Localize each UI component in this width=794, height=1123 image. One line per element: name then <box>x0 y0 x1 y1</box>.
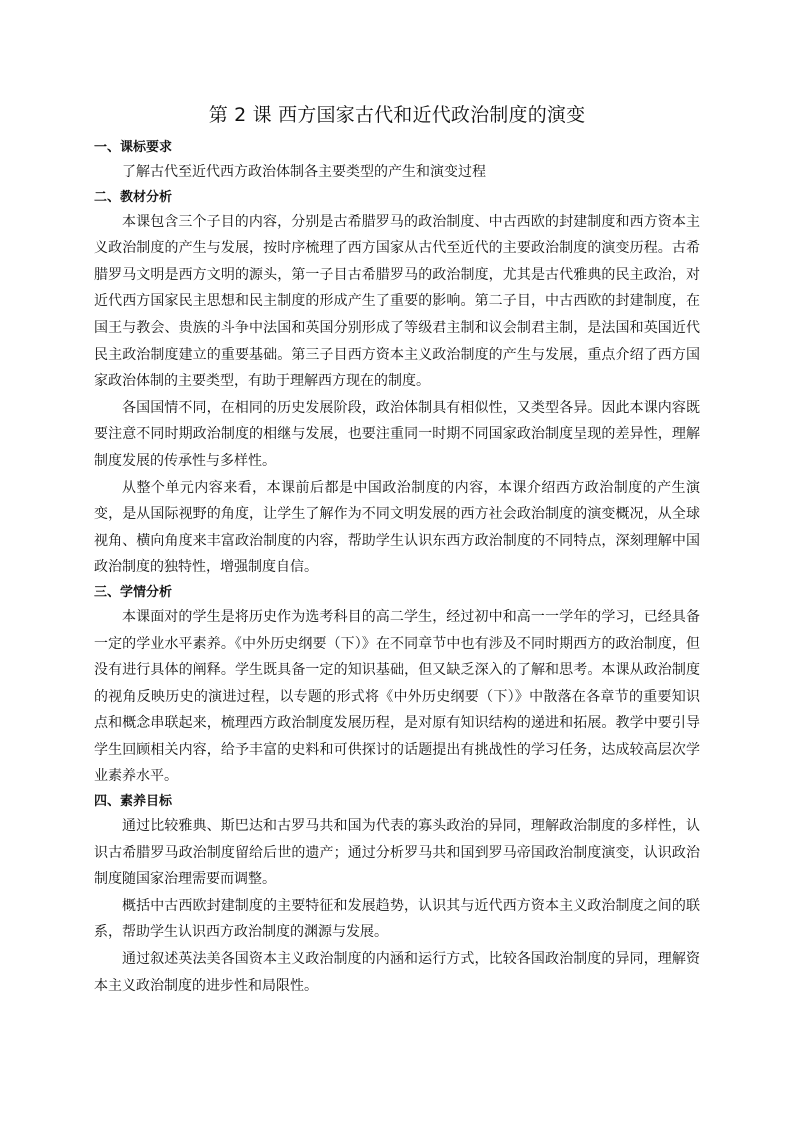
paragraph: 了解古代至近代西方政治体制各主要类型的产生和演变过程 <box>122 164 486 180</box>
section-textbook-analysis <box>94 186 700 581</box>
paragraph: 各国国情不同，在相同的历史发展阶段，政治体制具有相似性，又类型各异。因此本课内容既要注意不同时期政治制度的相继与发展，也要注重同一时期不同国家政治制度呈现的差异性，理解制度发展的传承性与多样性。 <box>94 399 700 469</box>
paragraph: 概括中古西欧封建制度的主要特征和发展趋势，认识其与近代西方资本主义政治制度之间的联系，帮助学生认识西方政治制度的渊源与发展。 <box>94 897 700 941</box>
section-literacy-goals <box>94 790 700 999</box>
section-heading: 四、素养目标 <box>94 794 173 810</box>
section-heading: 三、学情分析 <box>94 584 173 600</box>
document-body <box>94 100 700 999</box>
section-heading: 一、课标要求 <box>94 140 173 155</box>
section-student-analysis <box>94 581 700 790</box>
paragraph: 通过叙述英法美各国资本主义政治制度的内涵和运行方式，比较各国政治制度的异同，理解资本主义政治制度的进步性和局限性。 <box>94 951 700 994</box>
section-curriculum-requirements <box>94 136 700 186</box>
section-heading: 二、教材分析 <box>94 189 173 205</box>
paragraph: 从整个单元内容来看，本课前后都是中国政治制度的内容，本课介绍西方政治制度的产生演变，是从国际视野的角度，让学生了解作为不同文明发展的西方社会政治制度的演变概况，从全球视角、横向角度来丰富政治制度的内容，帮助学生认识东西方政治制度的不同特点，深刻理解中国政治制度的独特性，增强制度自信。 <box>94 479 700 576</box>
paragraph: 通过比较雅典、斯巴达和古罗马共和国为代表的寡头政治的异同，理解政治制度的多样性，认识古希腊罗马政治制度留给后世的遗产；通过分析罗马共和国到罗马帝国政治制度演变，认识政治制度随国家治理需要而调整。 <box>94 818 700 888</box>
page-title: 第 2 课 西方国家古代和近代政治制度的演变 <box>208 104 586 126</box>
paragraph: 本课面对的学生是将历史作为选考科目的高二学生，经过初中和高一一学年的学习，已经具备一定的学业水平素养。《中外历史纲要（下）》在不同章节中也有涉及不同时期西方的政治制度，但没有进行具体的阐释。学生既具备一定的知识基础，但又缺乏深入的了解和思考。本课从政治制度的视角反映历史的演进过程，以专题的形式将《中外历史纲要（下）》中散落在各章节的重要知识点和概念串联起来，梳理西方政治制度发展历程，是对原有知识结构的递进和拓展。教学中要引导学生回顾相关内容，给予丰富的史料和可供探讨的话题提出有挑战性的学习任务，达成较高层次学业素养水平。 <box>94 608 700 785</box>
paragraph: 本课包含三个子目的内容，分别是古希腊罗马的政治制度、中古西欧的封建制度和西方资本主义政治制度的产生与发展，按时序梳理了西方国家从古代至近代的主要政治制度的演变历程。古希腊罗马文明是西方文明的源头，第一子目古希腊罗马的政治制度，尤其是古代雅典的民主政治，对近代西方国家民主思想和民主制度的形成产生了重要的影响。第二子目，中古西欧的封建制度，在国王与教会、贵族的斗争中法国和英国分别形成了等级君主制和议会制君主制，是法国和英国近代民主政治制度建立的重要基础。第三子目西方资本主义政治制度的产生与发展，重点介绍了西方国家政治体制的主要类型，有助于理解西方现在的制度。 <box>94 213 700 390</box>
